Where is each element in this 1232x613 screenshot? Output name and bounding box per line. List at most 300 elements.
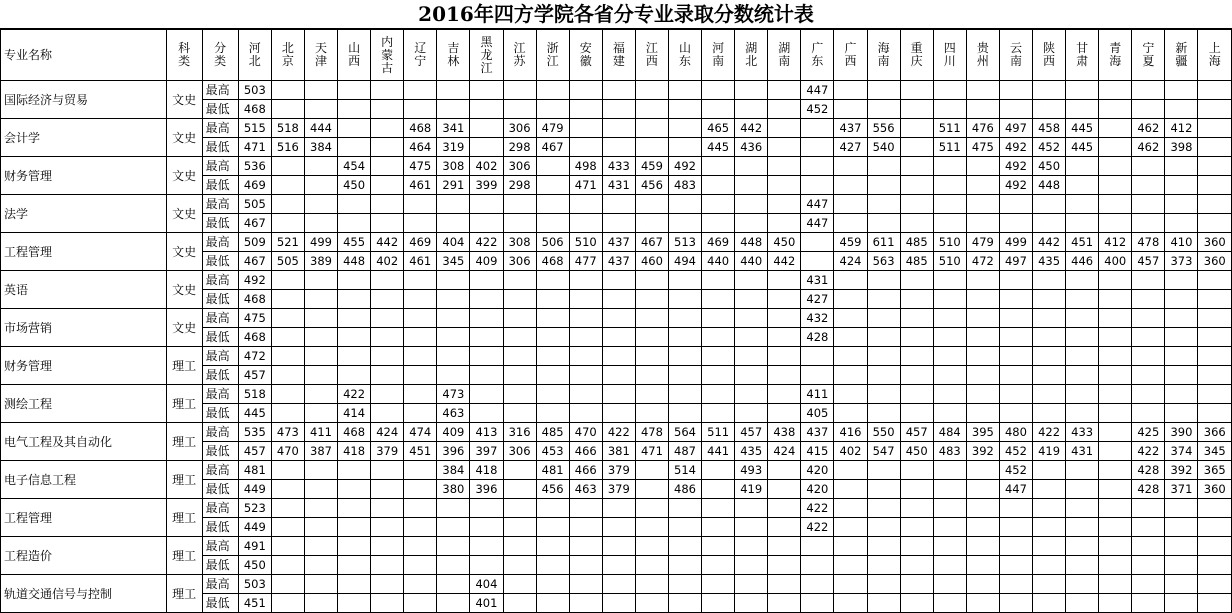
score-cell: 515	[238, 119, 271, 138]
score-cell	[702, 347, 735, 366]
score-cell: 454	[338, 157, 371, 176]
score-cell: 433	[602, 157, 635, 176]
score-cell: 399	[470, 176, 503, 195]
score-cell	[768, 157, 801, 176]
province-header	[702, 30, 735, 81]
score-cell	[338, 271, 371, 290]
score-cell	[1132, 290, 1165, 309]
score-cell	[966, 461, 999, 480]
score-cell	[1198, 290, 1232, 309]
score-cell	[834, 100, 867, 119]
score-cell	[768, 347, 801, 366]
min-label: 最低	[202, 594, 238, 613]
score-cell	[900, 176, 933, 195]
score-cell	[404, 461, 437, 480]
score-cell	[867, 461, 900, 480]
score-cell	[1066, 176, 1099, 195]
score-cell	[569, 290, 602, 309]
score-cell: 456	[635, 176, 668, 195]
subject-category: 理工	[166, 499, 202, 537]
min-label: 最低	[202, 214, 238, 233]
score-cell	[503, 480, 536, 499]
score-cell	[536, 366, 569, 385]
score-cell	[404, 195, 437, 214]
score-cell	[867, 328, 900, 347]
province-header	[404, 30, 437, 81]
score-cell: 398	[1165, 138, 1198, 157]
score-cell: 438	[768, 423, 801, 442]
score-cell	[900, 347, 933, 366]
score-cell	[536, 575, 569, 594]
score-cell	[966, 81, 999, 100]
score-cell	[735, 556, 768, 575]
score-cell	[470, 271, 503, 290]
province-header-text: 江苏	[513, 41, 526, 68]
score-cell	[503, 100, 536, 119]
score-cell	[702, 480, 735, 499]
score-cell	[900, 271, 933, 290]
score-cell: 298	[503, 138, 536, 157]
score-cell	[999, 100, 1032, 119]
score-cell	[1066, 385, 1099, 404]
score-cell	[1132, 328, 1165, 347]
score-cell	[304, 100, 337, 119]
score-cell	[966, 575, 999, 594]
score-cell	[338, 328, 371, 347]
score-cell: 466	[569, 442, 602, 461]
score-cell: 456	[536, 480, 569, 499]
score-cell	[933, 195, 966, 214]
score-cell	[271, 195, 304, 214]
score-cell	[867, 594, 900, 613]
score-cell: 535	[238, 423, 271, 442]
score-cell	[371, 480, 404, 499]
score-cell: 457	[238, 442, 271, 461]
score-cell: 564	[668, 423, 701, 442]
score-cell	[801, 252, 834, 271]
score-cell: 452	[801, 100, 834, 119]
table-row	[1, 385, 1232, 404]
score-cell	[668, 404, 701, 423]
score-cell	[1033, 404, 1066, 423]
score-cell: 450	[238, 556, 271, 575]
score-cell	[304, 214, 337, 233]
score-cell	[768, 499, 801, 518]
score-cell	[304, 480, 337, 499]
score-cell	[470, 290, 503, 309]
score-cell	[338, 195, 371, 214]
score-cell: 451	[404, 442, 437, 461]
score-cell	[635, 119, 668, 138]
score-cell	[768, 138, 801, 157]
score-cell: 449	[238, 480, 271, 499]
score-cell: 455	[338, 233, 371, 252]
score-cell	[404, 366, 437, 385]
score-cell	[602, 214, 635, 233]
score-cell	[933, 81, 966, 100]
score-cell	[635, 556, 668, 575]
score-cell	[999, 290, 1032, 309]
score-cell	[304, 195, 337, 214]
score-cell	[1132, 575, 1165, 594]
score-cell	[635, 385, 668, 404]
score-cell	[338, 499, 371, 518]
score-cell	[437, 290, 470, 309]
score-cell	[1132, 100, 1165, 119]
score-cell	[371, 366, 404, 385]
score-cell	[569, 138, 602, 157]
score-cell	[933, 328, 966, 347]
score-cell: 422	[602, 423, 635, 442]
score-cell: 483	[668, 176, 701, 195]
score-cell: 448	[735, 233, 768, 252]
score-cell: 409	[437, 423, 470, 442]
score-cell: 422	[1132, 442, 1165, 461]
score-cell	[1099, 347, 1132, 366]
score-cell: 497	[999, 252, 1032, 271]
score-cell	[668, 290, 701, 309]
score-cell	[503, 81, 536, 100]
score-cell: 416	[834, 423, 867, 442]
province-header-text: 北京	[281, 41, 294, 68]
score-cell	[999, 214, 1032, 233]
table-body	[1, 81, 1232, 613]
score-cell	[768, 594, 801, 613]
table-row	[1, 499, 1232, 518]
score-cell: 366	[1198, 423, 1232, 442]
score-cell	[536, 309, 569, 328]
score-cell	[1099, 518, 1132, 537]
score-cell	[470, 138, 503, 157]
province-header	[602, 30, 635, 81]
province-header	[834, 30, 867, 81]
subject-header	[166, 30, 202, 81]
score-cell	[338, 575, 371, 594]
score-cell	[338, 347, 371, 366]
score-cell	[1099, 423, 1132, 442]
score-cell	[602, 404, 635, 423]
score-cell	[1165, 404, 1198, 423]
score-cell	[437, 195, 470, 214]
score-cell	[536, 556, 569, 575]
score-cell	[867, 176, 900, 195]
score-cell	[1099, 575, 1132, 594]
score-cell	[304, 347, 337, 366]
score-cell	[768, 385, 801, 404]
score-cell	[801, 556, 834, 575]
score-cell	[569, 309, 602, 328]
score-cell: 384	[304, 138, 337, 157]
score-cell	[768, 366, 801, 385]
score-cell	[536, 385, 569, 404]
score-cell	[966, 195, 999, 214]
score-cell	[999, 309, 1032, 328]
score-cell: 387	[304, 442, 337, 461]
score-cell	[801, 575, 834, 594]
score-cell	[867, 518, 900, 537]
score-cell	[834, 575, 867, 594]
score-cell	[1198, 537, 1232, 556]
score-cell	[1198, 518, 1232, 537]
score-cell: 379	[602, 480, 635, 499]
province-header-text: 江西	[645, 41, 658, 68]
score-cell	[1066, 81, 1099, 100]
score-cell	[1099, 461, 1132, 480]
score-cell	[735, 214, 768, 233]
score-cell: 427	[801, 290, 834, 309]
score-cell	[503, 366, 536, 385]
province-header	[371, 30, 404, 81]
score-cell: 461	[404, 176, 437, 195]
score-cell	[867, 214, 900, 233]
score-cell	[304, 499, 337, 518]
score-cell	[966, 385, 999, 404]
score-cell	[768, 537, 801, 556]
score-cell: 499	[999, 233, 1032, 252]
score-cell	[768, 290, 801, 309]
score-cell	[801, 366, 834, 385]
score-cell	[966, 556, 999, 575]
score-cell	[702, 195, 735, 214]
subject-category: 文史	[166, 119, 202, 157]
score-cell	[1099, 214, 1132, 233]
score-cell	[338, 290, 371, 309]
score-cell	[1198, 328, 1232, 347]
province-header-text: 云南	[1009, 41, 1022, 68]
score-cell	[404, 537, 437, 556]
max-label: 最高	[202, 195, 238, 214]
score-cell: 468	[238, 290, 271, 309]
score-cell: 540	[867, 138, 900, 157]
score-cell	[1066, 461, 1099, 480]
score-cell: 475	[966, 138, 999, 157]
score-cell	[404, 309, 437, 328]
score-cell	[271, 328, 304, 347]
score-cell	[1033, 499, 1066, 518]
score-cell: 505	[271, 252, 304, 271]
score-cell	[602, 366, 635, 385]
score-cell	[1132, 404, 1165, 423]
score-cell	[1033, 214, 1066, 233]
subject-category: 理工	[166, 385, 202, 423]
score-cell	[668, 100, 701, 119]
score-cell: 467	[238, 214, 271, 233]
score-cell: 419	[1033, 442, 1066, 461]
score-cell	[933, 157, 966, 176]
score-cell	[437, 214, 470, 233]
max-label: 最高	[202, 157, 238, 176]
min-label: 最低	[202, 442, 238, 461]
province-header-text: 福建	[612, 41, 625, 68]
score-cell	[702, 157, 735, 176]
score-cell: 474	[404, 423, 437, 442]
score-cell: 462	[1132, 119, 1165, 138]
score-cell: 428	[1132, 461, 1165, 480]
score-cell: 511	[933, 119, 966, 138]
score-cell	[933, 214, 966, 233]
score-cell	[338, 480, 371, 499]
score-cell	[834, 195, 867, 214]
score-cell	[503, 404, 536, 423]
score-cell	[768, 328, 801, 347]
score-cell	[271, 461, 304, 480]
score-cell: 499	[304, 233, 337, 252]
score-cell	[834, 594, 867, 613]
score-cell: 468	[404, 119, 437, 138]
score-cell	[371, 195, 404, 214]
major-header: 专业名称	[1, 30, 167, 81]
min-label: 最低	[202, 328, 238, 347]
province-header	[933, 30, 966, 81]
province-header-text: 四川	[943, 41, 956, 68]
score-cell	[900, 556, 933, 575]
score-cell	[371, 404, 404, 423]
score-cell	[536, 328, 569, 347]
score-cell	[834, 81, 867, 100]
score-cell	[900, 499, 933, 518]
score-cell	[1198, 81, 1232, 100]
table-row	[1, 537, 1232, 556]
score-cell	[702, 328, 735, 347]
score-cell: 414	[338, 404, 371, 423]
score-cell: 424	[834, 252, 867, 271]
score-cell	[834, 518, 867, 537]
score-cell	[867, 290, 900, 309]
score-cell	[304, 404, 337, 423]
score-cell	[338, 309, 371, 328]
score-cell	[966, 100, 999, 119]
score-cell	[1033, 537, 1066, 556]
province-header-text: 宁夏	[1142, 41, 1155, 68]
score-cell	[404, 100, 437, 119]
score-cell	[966, 157, 999, 176]
score-cell: 547	[867, 442, 900, 461]
table-row	[1, 157, 1232, 176]
score-cell	[404, 271, 437, 290]
score-cell	[404, 480, 437, 499]
score-cell	[635, 518, 668, 537]
score-cell	[371, 575, 404, 594]
province-header	[966, 30, 999, 81]
score-cell	[1099, 309, 1132, 328]
subject-category: 理工	[166, 347, 202, 385]
score-cell	[1198, 594, 1232, 613]
score-cell	[404, 290, 437, 309]
score-cell: 418	[338, 442, 371, 461]
score-cell: 521	[271, 233, 304, 252]
score-cell	[900, 81, 933, 100]
score-cell	[1165, 100, 1198, 119]
score-cell	[569, 119, 602, 138]
subject-category: 理工	[166, 423, 202, 461]
score-cell	[668, 499, 701, 518]
score-cell: 468	[238, 100, 271, 119]
score-cell	[536, 214, 569, 233]
score-cell	[1198, 138, 1232, 157]
score-cell	[1066, 556, 1099, 575]
score-cell	[1066, 518, 1099, 537]
score-cell	[867, 347, 900, 366]
score-cell: 475	[238, 309, 271, 328]
province-header-text: 天津	[314, 41, 327, 68]
score-cell	[999, 81, 1032, 100]
province-header-text: 内蒙古	[381, 34, 394, 75]
subject-category: 理工	[166, 461, 202, 499]
score-cell	[304, 385, 337, 404]
subject-category: 文史	[166, 271, 202, 309]
score-cell	[569, 594, 602, 613]
score-cell	[668, 81, 701, 100]
score-cell	[735, 309, 768, 328]
score-cell: 447	[999, 480, 1032, 499]
score-cell	[1033, 518, 1066, 537]
type-header-text: 分类	[214, 41, 227, 68]
table-row	[1, 81, 1232, 100]
score-cell	[569, 214, 602, 233]
score-cell	[801, 347, 834, 366]
score-cell	[602, 271, 635, 290]
score-cell	[371, 271, 404, 290]
score-cell	[371, 328, 404, 347]
score-cell: 345	[437, 252, 470, 271]
score-table	[0, 29, 1232, 613]
score-cell	[735, 81, 768, 100]
score-cell: 511	[702, 423, 735, 442]
score-cell	[999, 518, 1032, 537]
score-cell: 402	[470, 157, 503, 176]
score-cell	[536, 100, 569, 119]
score-cell: 511	[933, 138, 966, 157]
score-cell: 435	[735, 442, 768, 461]
max-label: 最高	[202, 385, 238, 404]
score-cell: 471	[238, 138, 271, 157]
score-cell: 424	[768, 442, 801, 461]
score-cell	[536, 499, 569, 518]
score-cell	[304, 556, 337, 575]
score-cell	[702, 518, 735, 537]
score-cell	[834, 328, 867, 347]
score-cell	[702, 309, 735, 328]
score-cell: 360	[1198, 252, 1232, 271]
province-header-text: 上海	[1208, 41, 1221, 68]
score-cell: 452	[999, 442, 1032, 461]
major-name: 电子信息工程	[1, 461, 167, 499]
score-cell	[1132, 556, 1165, 575]
score-cell	[900, 290, 933, 309]
max-label: 最高	[202, 575, 238, 594]
score-cell	[668, 119, 701, 138]
score-cell	[1132, 366, 1165, 385]
score-cell	[503, 290, 536, 309]
score-cell	[933, 347, 966, 366]
score-cell	[1099, 271, 1132, 290]
table-row	[1, 461, 1232, 480]
score-cell: 442	[768, 252, 801, 271]
score-cell: 373	[1165, 252, 1198, 271]
major-name: 电气工程及其自动化	[1, 423, 167, 461]
min-label: 最低	[202, 290, 238, 309]
score-cell	[1066, 214, 1099, 233]
score-cell: 459	[834, 233, 867, 252]
score-cell	[735, 575, 768, 594]
province-header-text: 河北	[248, 41, 261, 68]
score-cell	[1198, 385, 1232, 404]
province-header-text: 湖南	[778, 41, 791, 68]
score-cell	[503, 499, 536, 518]
score-cell	[602, 100, 635, 119]
score-cell	[1198, 119, 1232, 138]
score-cell	[635, 499, 668, 518]
